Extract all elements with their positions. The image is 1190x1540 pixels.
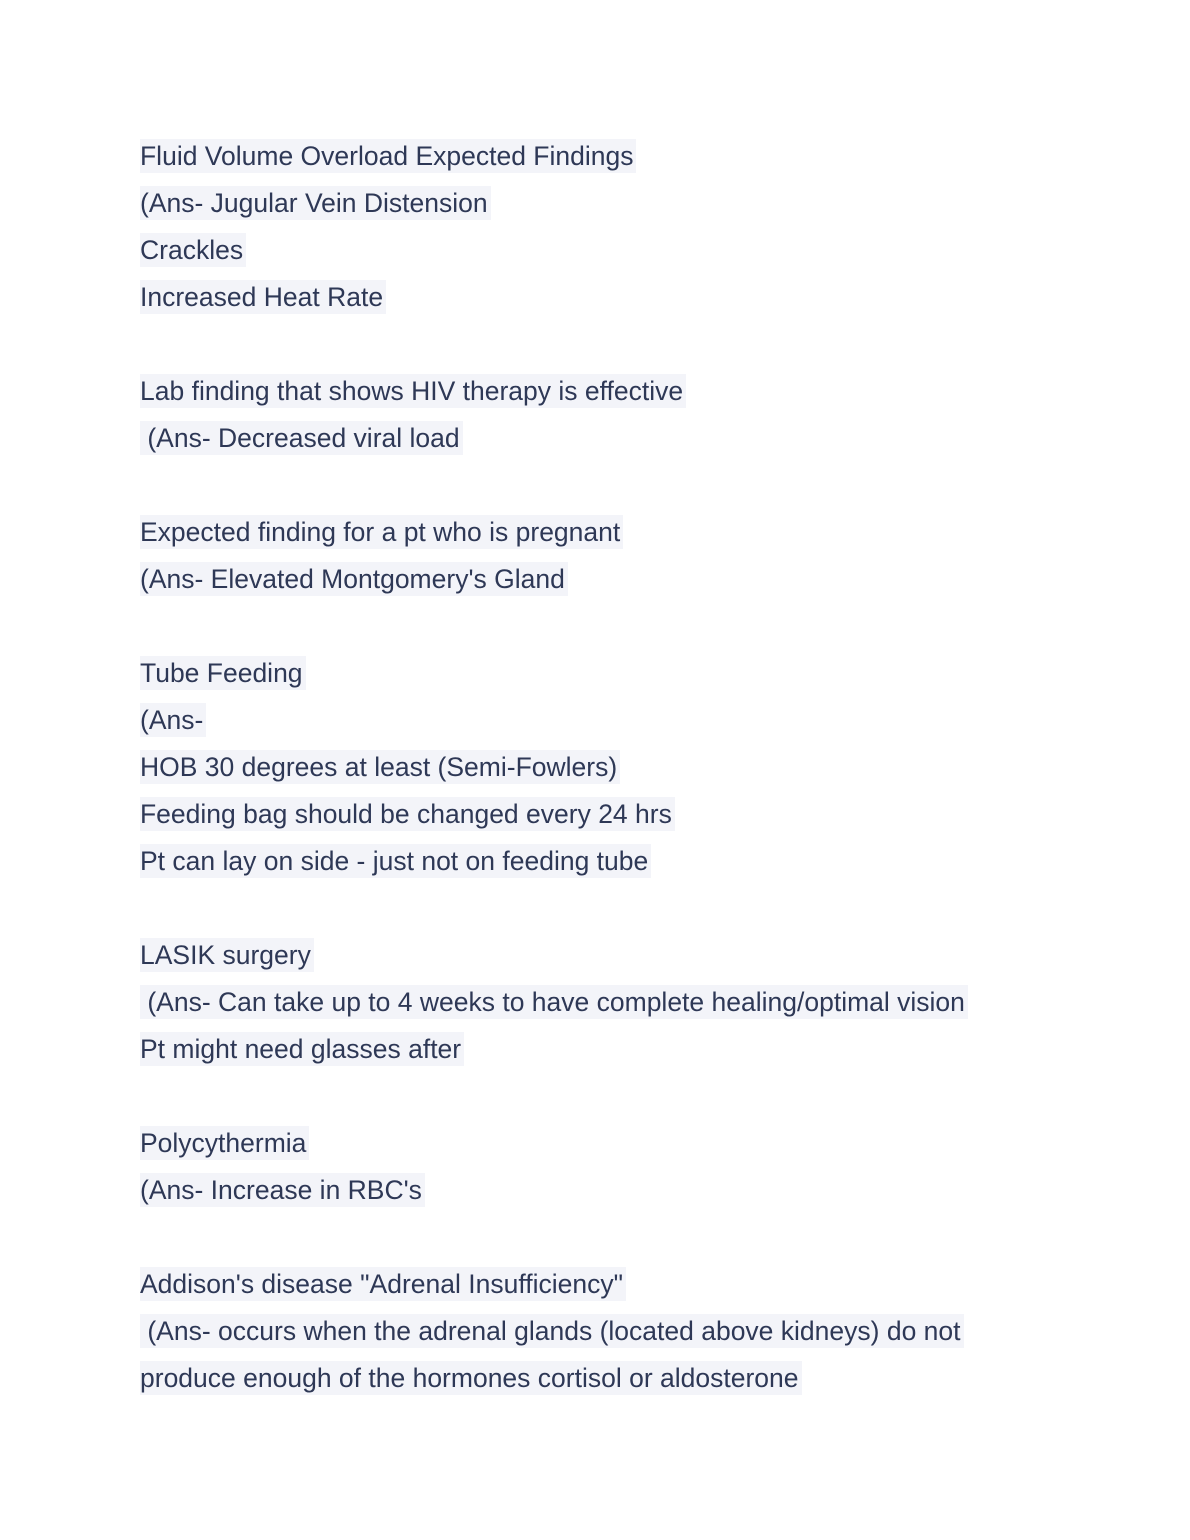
- question-text: Polycythermia: [140, 1120, 1140, 1167]
- qa-block-polycythermia: [140, 1120, 1140, 1214]
- answer-text: Increased Heat Rate: [140, 274, 1140, 321]
- qa-block-lasik: [140, 932, 1140, 1073]
- qa-block-fluid-overload: [140, 133, 1140, 321]
- answer-text: produce enough of the hormones cortisol or aldosterone: [140, 1355, 1140, 1402]
- spacer: [140, 1214, 1140, 1261]
- qa-block-pregnancy: [140, 509, 1140, 603]
- question-text: LASIK surgery: [140, 932, 1140, 979]
- question-text: Expected finding for a pt who is pregnant: [140, 509, 1140, 556]
- answer-text: (Ans- occurs when the adrenal glands (located above kidneys) do not: [140, 1308, 1140, 1355]
- answer-text: Pt can lay on side - just not on feeding tube: [140, 838, 1140, 885]
- answer-text: (Ans- Decreased viral load: [140, 415, 1140, 462]
- qa-block-addisons: [140, 1261, 1140, 1402]
- answer-text: (Ans- Elevated Montgomery's Gland: [140, 556, 1140, 603]
- answer-text: Feeding bag should be changed every 24 hrs: [140, 791, 1140, 838]
- spacer: [140, 1073, 1140, 1120]
- question-text: Tube Feeding: [140, 650, 1140, 697]
- answer-text: HOB 30 degrees at least (Semi-Fowlers): [140, 744, 1140, 791]
- answer-text: (Ans- Jugular Vein Distension: [140, 180, 1140, 227]
- qa-block-tube-feeding: [140, 650, 1140, 885]
- answer-text: (Ans-: [140, 697, 1140, 744]
- question-text: Addison's disease "Adrenal Insufficiency": [140, 1261, 1140, 1308]
- answer-text: Pt might need glasses after: [140, 1026, 1140, 1073]
- qa-block-hiv-therapy: [140, 368, 1140, 462]
- spacer: [140, 885, 1140, 932]
- answer-text: (Ans- Can take up to 4 weeks to have complete healing/optimal vision: [140, 979, 1140, 1026]
- answer-text: (Ans- Increase in RBC's: [140, 1167, 1140, 1214]
- spacer: [140, 462, 1140, 509]
- question-text: Lab finding that shows HIV therapy is effective: [140, 368, 1140, 415]
- answer-text: Crackles: [140, 227, 1140, 274]
- spacer: [140, 321, 1140, 368]
- document-page: [140, 133, 1140, 1402]
- spacer: [140, 603, 1140, 650]
- question-text: Fluid Volume Overload Expected Findings: [140, 133, 1140, 180]
